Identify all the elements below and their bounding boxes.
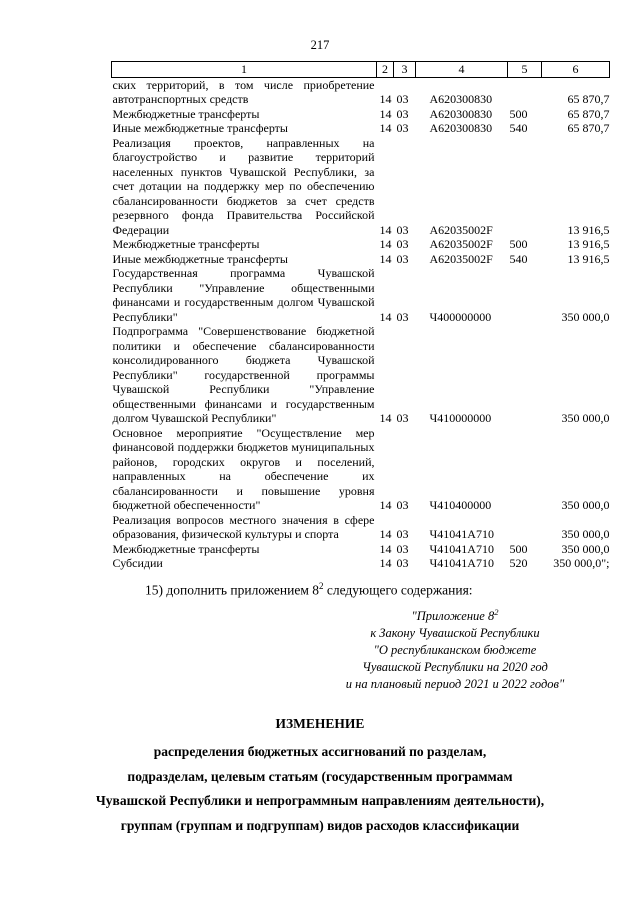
section-code: 14 (379, 92, 392, 106)
amount: 13 916,5 (567, 237, 610, 251)
budget-table (111, 61, 610, 571)
amount: 13 916,5 (567, 222, 610, 237)
subsection-code: 03 (396, 121, 409, 135)
row-name: ских территорий, в том числе приобретение автотранспортных средств (112, 77, 375, 106)
title-line: распределения бюджетных ассигнований по разделам, (153, 744, 487, 759)
title-line: группам (группам и подгруппам) видов расходов классификации (120, 817, 520, 833)
subsection-code: 03 (396, 556, 409, 570)
row-name: Межбюджетные трансферты (112, 237, 260, 251)
target-article-code: А62035002F (429, 222, 493, 237)
amount: 13 916,5 (567, 251, 610, 266)
section-code: 14 (379, 556, 392, 570)
target-article-code: Ч41041А710 (429, 556, 494, 570)
appendix-heading (310, 604, 600, 693)
target-article-code: А620300830 (429, 121, 493, 135)
subsection-code: 03 (396, 527, 409, 541)
appendix-line: "Приложение $8^2$ (411, 607, 499, 624)
section-code: 14 (379, 527, 392, 541)
expense-type-code (508, 77, 542, 107)
amount: 350 000,0 (561, 498, 610, 512)
column-header: 4 (416, 62, 508, 78)
table-row (112, 252, 610, 267)
section-code: 14 (379, 237, 392, 251)
intro-superscript: 2 (319, 581, 324, 591)
section-code: 14 (379, 106, 392, 121)
row-name: Реализация проектов, направленных на благоустройство и развитие территорий населенных пунктов Чувашской Республики, за счет дотации на поддержку мер по обеспечению сбалансированности бюджетов за счет средств резервного фонда Правительства Российской Федерации (112, 135, 375, 237)
table-row (112, 107, 610, 122)
table-row (112, 266, 610, 324)
table-body (112, 77, 610, 571)
title-line: Чувашской Республики и непрограммным направлениям деятельности), (95, 793, 545, 808)
section-code: 14 (379, 309, 392, 324)
section-code: 14 (379, 251, 392, 266)
section-code: 14 (379, 411, 392, 425)
row-name: Межбюджетные трансферты (112, 541, 260, 556)
appendix-line: к Закону Чувашской Республики (370, 626, 540, 641)
target-article-code: А62035002F (429, 251, 493, 266)
table-row (112, 77, 610, 107)
section-code: 14 (379, 222, 392, 237)
target-article-code: Ч41041А710 (429, 527, 494, 541)
expense-type-code: 520 (509, 556, 528, 570)
target-article-code: А620300830 (429, 92, 493, 106)
intro-text: 15) дополнить приложением 8 (145, 582, 320, 598)
amount: 65 870,7 (567, 92, 610, 106)
table-row (112, 324, 610, 426)
expense-type-code: 540 (509, 251, 528, 266)
target-article-code: Ч400000000 (429, 309, 492, 324)
table-row (112, 237, 610, 252)
section-code: 14 (379, 541, 392, 556)
table-row (112, 136, 610, 238)
subsection-code: 03 (396, 498, 409, 512)
row-name: Межбюджетные трансферты (112, 106, 260, 121)
target-article-code: Ч41041А710 (429, 541, 494, 556)
row-name: Реализация вопросов местного значения в сфере образования, физической культуры и спорта (112, 512, 375, 541)
amount: 350 000,0"; (553, 556, 610, 570)
table-row (112, 513, 610, 542)
column-header: 2 (377, 62, 394, 78)
expense-type-code: 500 (509, 106, 528, 121)
appendix-line: Чувашской Республики на 2020 год (362, 660, 548, 675)
expense-type-code (508, 136, 542, 238)
target-article-code: А620300830 (429, 106, 493, 121)
row-name: Иные межбюджетные трансферты (112, 121, 288, 135)
expense-type-code (508, 266, 542, 324)
amount: 350 000,0 (561, 309, 610, 324)
subsection-code: 03 (396, 92, 409, 106)
row-name: Государственная программа Чувашской Республики "Управление общественными финансами и государственным долгом Чувашской Республики" (112, 266, 375, 324)
column-header: 6 (542, 62, 610, 78)
subsection-code: 03 (396, 541, 409, 556)
section-code: 14 (379, 121, 392, 135)
amount: 350 000,0 (561, 527, 610, 541)
expense-type-code: 540 (509, 121, 528, 135)
column-header: 3 (394, 62, 416, 78)
amount: 350 000,0 (561, 411, 610, 425)
title-line: подразделам, целевым статьям (государственным программам (127, 768, 513, 784)
amount: 65 870,7 (567, 121, 610, 135)
table-row (112, 556, 610, 571)
amount: 65 870,7 (567, 106, 610, 121)
expense-type-code: 500 (509, 541, 528, 556)
subsection-code: 03 (396, 309, 409, 324)
table-row (112, 542, 610, 557)
row-name: Иные межбюджетные трансферты (112, 251, 288, 266)
appendix-superscript: 2 (494, 607, 499, 617)
subsection-code: 03 (396, 411, 409, 425)
document-title (60, 716, 580, 838)
subsection-code: 03 (396, 251, 409, 266)
subsection-code: 03 (396, 106, 409, 121)
expense-type-code: 500 (509, 237, 528, 251)
row-name: Субсидии (112, 556, 163, 570)
column-header: 5 (508, 62, 542, 78)
subsection-code: 03 (396, 237, 409, 251)
row-name: Подпрограмма "Совершенствование бюджетной политики и обеспечение сбалансированности консолидированного бюджета Чувашской Республики" государственной программы Чувашской Республики "Управление общественными финансами и государственным долгом Чувашской Республики" (112, 324, 375, 425)
table-row (112, 426, 610, 513)
amount: 350 000,0 (561, 541, 610, 556)
column-header: 1 (112, 62, 377, 78)
subsection-code: 03 (396, 222, 409, 237)
target-article-code: Ч410400000 (429, 498, 492, 512)
expense-type-code (508, 513, 542, 542)
expense-type-code (508, 324, 542, 426)
section-code: 14 (379, 498, 392, 512)
target-article-code: А62035002F (429, 237, 493, 251)
appendix-line: "О республиканском бюджете (373, 643, 537, 658)
appendix-line: и на плановый период 2021 и 2022 годов" (345, 677, 565, 692)
row-name: Основное мероприятие "Осуществление мер финансовой поддержки бюджетов муниципальных районов, городских округов и поселений, направленных на обеспечение их сбалансированности и повышение уровня бюджетной обеспеченности" (112, 425, 375, 512)
intro-text-after: следующего содержания: (323, 582, 473, 598)
table-row (112, 121, 610, 136)
expense-type-code (508, 426, 542, 513)
page-number: 217 (310, 38, 330, 52)
table-header-row (112, 62, 610, 78)
title-main: ИЗМЕНЕНИЕ (275, 716, 365, 731)
amendment-intro (145, 581, 473, 599)
target-article-code: Ч410000000 (429, 411, 492, 425)
